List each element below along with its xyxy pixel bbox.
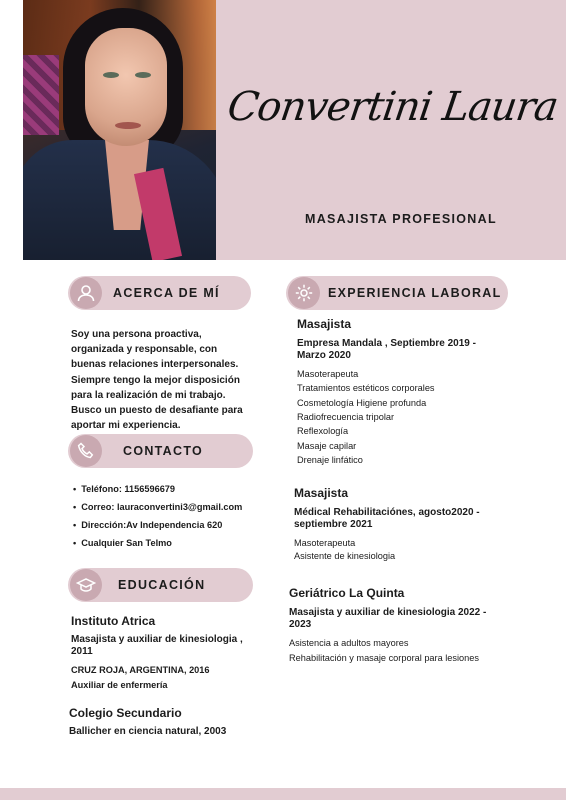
person-icon	[70, 277, 102, 309]
job-company-line: Marzo 2020	[297, 350, 351, 361]
education-degree-line: Masajista y auxiliar de kinesiologia ,	[71, 634, 243, 645]
education-section-header	[68, 568, 253, 602]
education-extra-place: CRUZ ROJA, ARGENTINA, 2016	[71, 665, 210, 675]
job-company-line: Médical Rehabilitaciónes, agosto2020 -	[294, 507, 480, 518]
education-school: Colegio Secundario	[69, 706, 182, 720]
about-line: aportar mi experiencia.	[71, 420, 181, 432]
about-text	[71, 327, 256, 433]
job-company-line: septiembre 2021	[294, 519, 373, 530]
about-line: Busco un puesto de desafiante para	[71, 405, 243, 417]
about-line: buenas relaciones interpersonales.	[71, 359, 239, 371]
job-task: Asistencia a adultos mayores	[289, 638, 409, 648]
job-position: Masajista	[297, 317, 352, 331]
education-extra-title: Auxiliar de enfermería	[71, 680, 168, 690]
education-title: EDUCACIÓN	[118, 578, 206, 592]
about-line: Siempre tengo la mejor disposición	[71, 374, 240, 386]
job-task: Radiofrecuencia tripolar	[297, 412, 395, 422]
experience-title: EXPERIENCIA LABORAL	[328, 286, 502, 300]
job-company-line: Masajista y auxiliar de kinesiologia 2022 -	[289, 607, 487, 618]
job-company-line: 2023	[289, 619, 312, 630]
experience-section-header	[286, 276, 508, 310]
job-task: Masoterapeuta	[297, 369, 359, 379]
job-position: Masajista	[294, 486, 349, 500]
job-company-line: Empresa Mandala , Septiembre 2019 -	[297, 338, 476, 349]
contact-title: CONTACTO	[123, 444, 204, 458]
contact-city: • Cualquier San Telmo	[73, 538, 242, 556]
education-school: Instituto Atrica	[71, 614, 156, 628]
contact-email[interactable]: • Correo: lauraconvertini3@gmail.com	[73, 502, 242, 520]
footer-band	[0, 788, 566, 800]
job-task: Reflexología	[297, 426, 349, 436]
job-position: Geriátrico La Quinta	[289, 586, 405, 600]
contact-phone[interactable]: • Teléfono: 1156596679	[73, 484, 242, 502]
job-task: Masaje capilar	[297, 441, 357, 451]
about-line: para la realización de mi trabajo.	[71, 389, 226, 401]
about-title: ACERCA DE MÍ	[113, 286, 220, 300]
contact-section-header	[68, 434, 253, 468]
about-section-header	[68, 276, 251, 310]
profile-photo	[23, 0, 216, 260]
person-name: Convertini Laura	[224, 84, 561, 130]
education-detail: Ballicher en ciencia natural, 2003	[69, 726, 227, 737]
job-task: Cosmetología Higiene profunda	[297, 398, 427, 408]
job-task: Asistente de kinesiologia	[294, 551, 396, 561]
graduation-cap-icon	[70, 569, 102, 601]
contact-list	[73, 484, 242, 556]
job-title: MASAJISTA PROFESIONAL	[305, 212, 497, 226]
about-line: Soy una persona proactiva,	[71, 329, 202, 340]
about-line: organizada y responsable, con	[71, 344, 218, 356]
job-task: Masoterapeuta	[294, 538, 356, 548]
job-task: Rehabilitación y masaje corporal para lesiones	[289, 653, 479, 663]
job-task: Drenaje linfático	[297, 455, 363, 465]
contact-address: • Dirección:Av Independencia 620	[73, 520, 242, 538]
education-degree-line: 2011	[71, 646, 93, 657]
job-task: Tratamientos estéticos corporales	[297, 383, 435, 393]
phone-icon	[70, 435, 102, 467]
gear-icon	[288, 277, 320, 309]
